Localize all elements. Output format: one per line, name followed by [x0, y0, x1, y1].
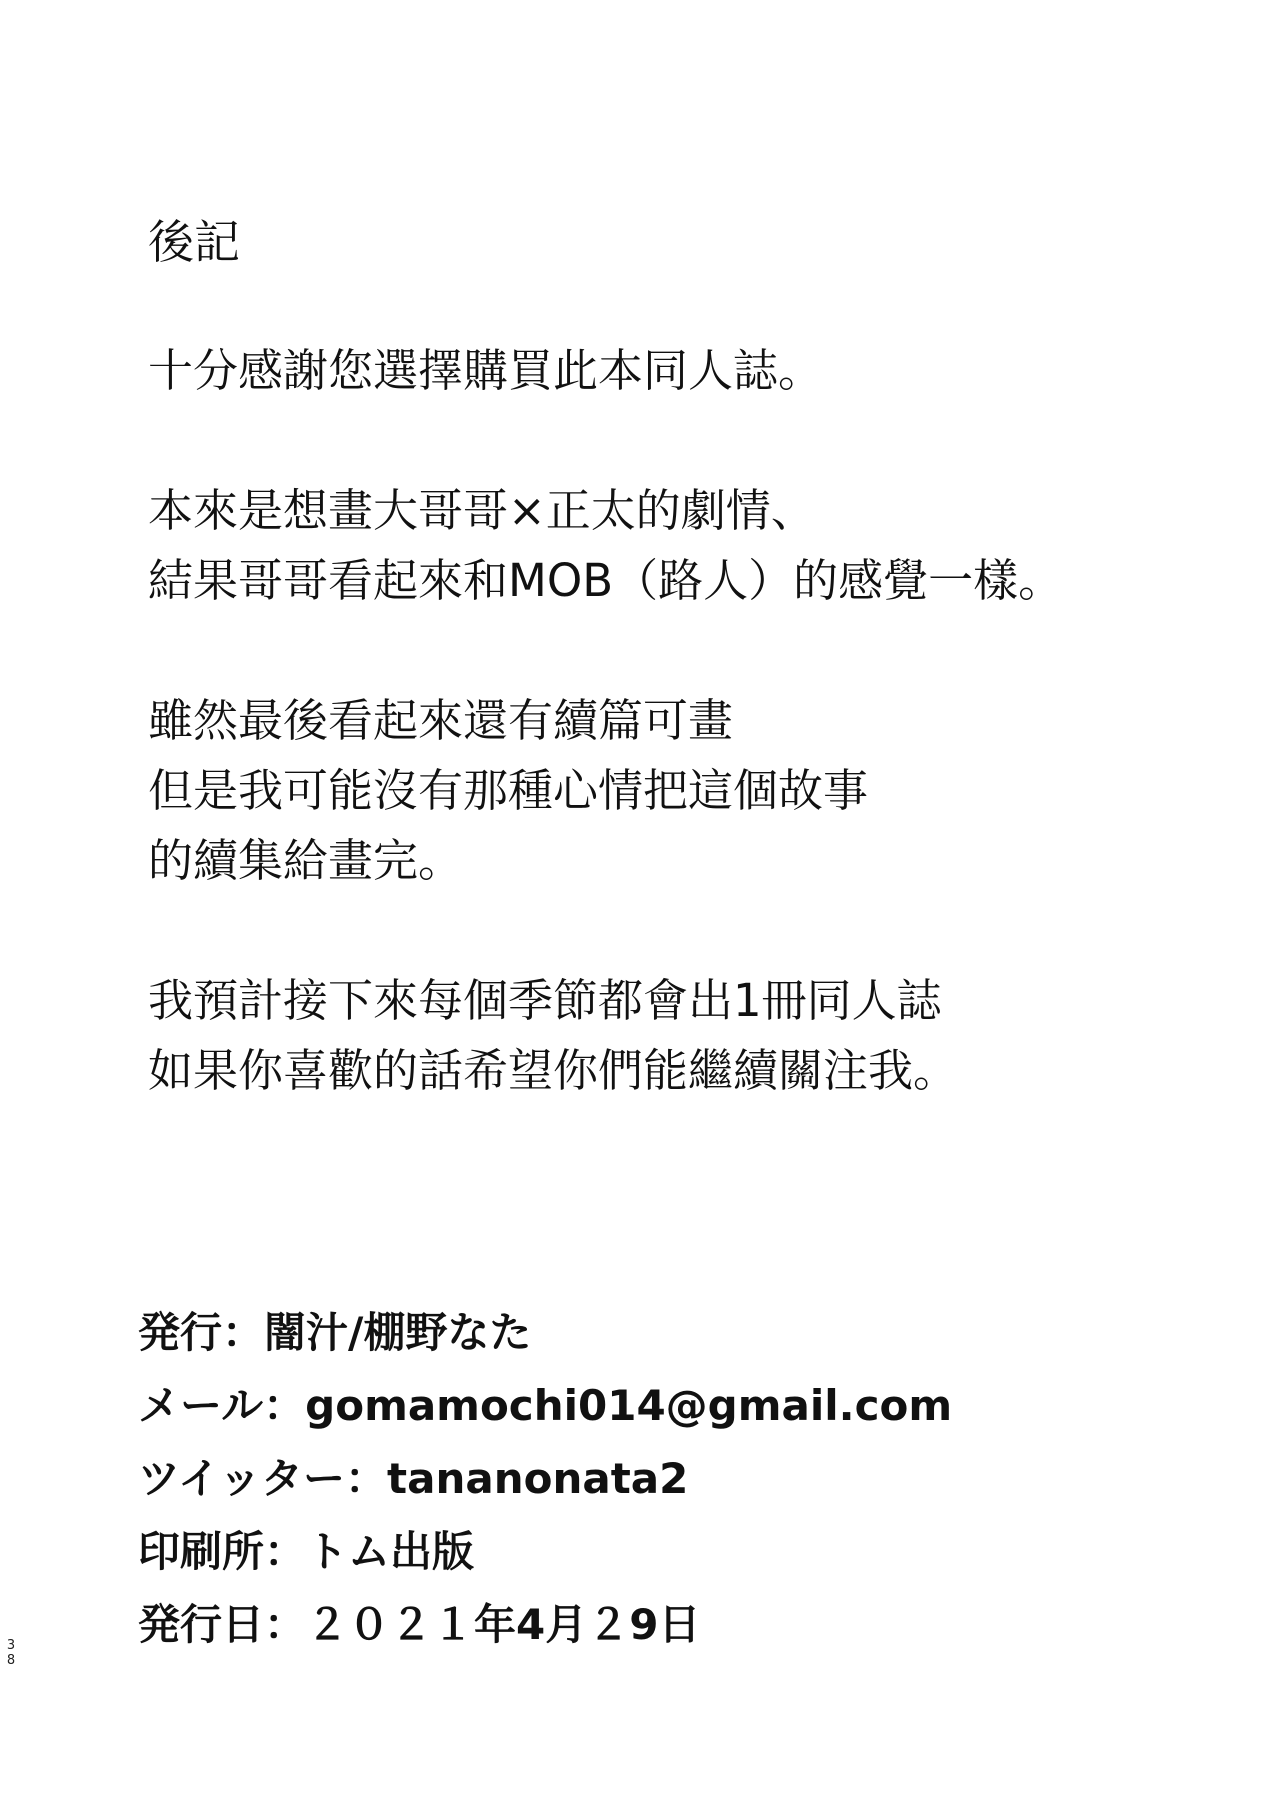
text-line: 本來是想畫大哥哥×正太的劇情、 [148, 484, 816, 537]
colophon-date: 発行日：２０２１年4月２9日 [138, 1600, 701, 1649]
text-line: 如果你喜歡的話希望你們能繼續關注我。 [148, 1044, 959, 1097]
paragraph-story [148, 476, 1208, 616]
text-line: 我預計接下來每個季節都會出1冊同人誌 [148, 974, 942, 1027]
text-line: 十分感謝您選擇購買此本同人誌。 [148, 344, 824, 397]
text-line: 結果哥哥看起來和MOB（路人）的感覺一樣。 [148, 554, 1064, 607]
colophon-mail: メール：gomamochi014@gmail.com [138, 1381, 953, 1430]
paragraph-plans [148, 966, 1208, 1106]
text-line: 雖然最後看起來還有續篇可畫 [148, 694, 734, 747]
page-number-digit: 3 [6, 1638, 16, 1653]
colophon [138, 1296, 952, 1661]
page-title: 後記 [148, 215, 240, 269]
page-number [4, 1638, 18, 1668]
colophon-printer: 印刷所：トム出版 [138, 1527, 475, 1576]
colophon-twitter: ツイッター：tananonata2 [138, 1454, 689, 1503]
paragraph-thanks [148, 336, 1208, 406]
paragraph-sequel [148, 686, 1208, 896]
text-line: 但是我可能沒有那種心情把這個故事 [148, 764, 869, 817]
colophon-publisher: 発行：闇汁/棚野なた [138, 1308, 532, 1357]
page-number-digit: 8 [6, 1653, 16, 1668]
text-line: 的續集給畫完。 [148, 834, 464, 887]
afterword-body [148, 336, 1208, 1176]
